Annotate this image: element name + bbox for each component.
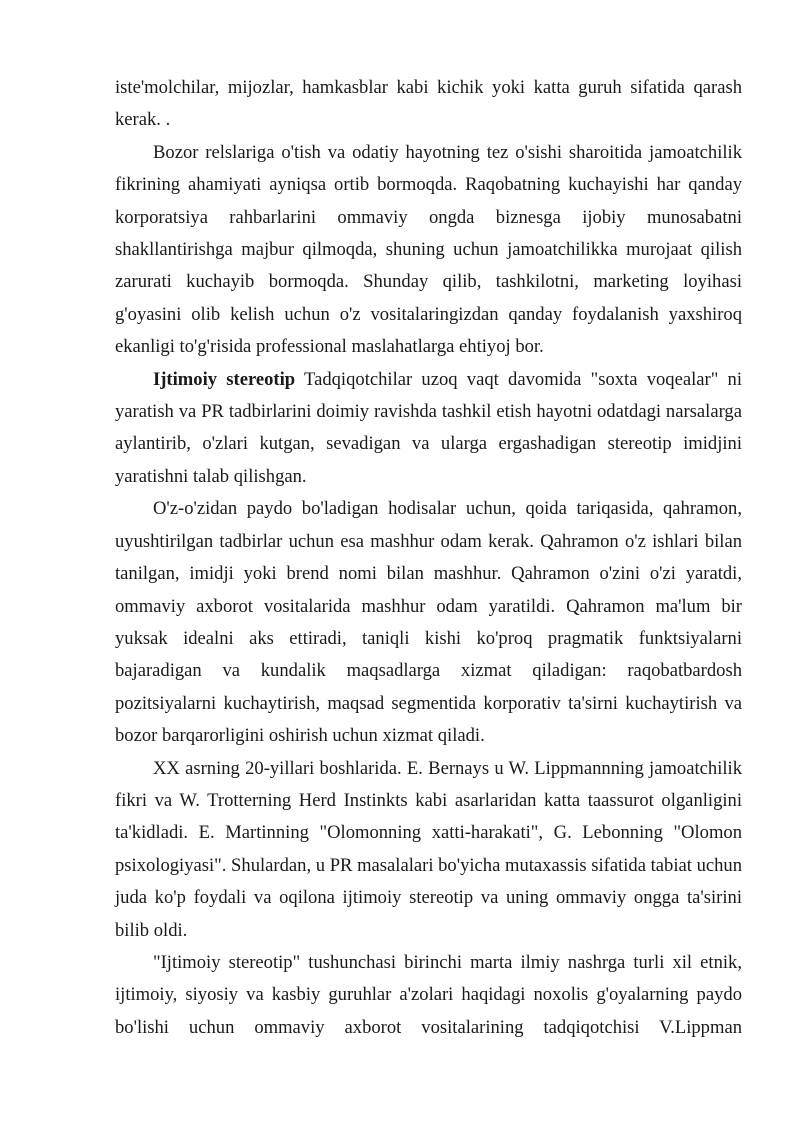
paragraph-3-text: Tadqiqotchilar uzoq vaqt davomida "soxta voqealar" ni yaratish va PR tadbirlarini doimiy ravishda tashkil etish hayotni odatdagi narsalarga aylantirib, o'zlari kutgan, sevadigan va ularga ergashadigan stereotip imidjini yaratishni talab qilishgan. <box>115 368 742 487</box>
document-page <box>115 72 742 1044</box>
paragraph-4 <box>115 493 742 752</box>
paragraph-4-text: O'z-o'zidan paydo bo'ladigan hodisalar uchun, qoida tariqasida, qahramon, uyushtirilgan tadbirlar uchun esa mashhur odam kerak. Qahramon o'z ishlari bilan tanilgan, imidji yoki brend nomi bilan mashhur. Qahramon o'zini o'zi yaratdi, ommaviy axborot vositalarida mashhur odam yaratildi. Qahramon ma'lum bir yuksak idealni aks ettiradi, taniqli kishi ko'proq pragmatik funktsiyalarni bajaradigan va kundalik maqsadlarga xizmat qiladigan: raqobatbardosh pozitsiyalarni kuchaytirish, maqsad segmentida korporativ ta'sirni kuchaytirish va bozor barqarorligini oshirish uchun xizmat qiladi. <box>115 498 742 747</box>
paragraph-6-text: "Ijtimoiy stereotip" tushunchasi birinchi marta ilmiy nashrga turli xil etnik, ijtimoiy, siyosiy va kasbiy guruhlar a'zolari haqidagi noxolis g'oyalarning paydo bo'lishi uchun ommaviy axborot vositalarining tadqiqotchisi V.Lippman <box>115 951 742 1038</box>
paragraph-5 <box>115 753 742 947</box>
paragraph-5-text: XX asrning 20-yillari boshlarida. E. Bernays u W. Lippmannning jamoatchilik fikri va W. Trotterning Herd Instinkts kabi asarlaridan katta taassurot olganligini ta'kidladi. E. Martinning "Olomonning xatti-harakati", G. Lebonning "Olomon psixologiyasi". Shulardan, u PR masalalari bo'yicha mutaxassis sifatida tabiat uchun juda ko'p foydali va oqilona ijtimoiy stereotip va uning ommaviy ongga ta'sirini bilib oldi. <box>115 757 743 941</box>
paragraph-6 <box>115 947 742 1044</box>
paragraph-1-text: iste'molchilar, mijozlar, hamkasblar kabi kichik yoki katta guruh sifatida qarash kerak. . <box>115 77 742 131</box>
paragraph-3-heading: Ijtimoiy stereotip <box>153 368 296 390</box>
paragraph-2 <box>115 137 742 364</box>
paragraph-3 <box>115 364 742 494</box>
paragraph-2-text: Bozor relslariga o'tish va odatiy hayotning tez o'sishi sharoitida jamoatchilik fikrining ahamiyati ayniqsa ortib bormoqda. Raqobatning kuchayishi har qanday korporatsiya rahbarlarini ommaviy ongda biznesga ijobiy munosabatni shakllantirishga majbur qilmoqda, shuning uchun jamoatchilikka murojaat qilish zarurati kuchayib bormoqda. Shunday qilib, tashkilotni, marketing loyihasi g'oyasini olib kelish uchun o'z vositalaringizdan qanday foydalanish yaxshiroq ekanligi to'g'risida professional maslahatlarga ehtiyoj bor. <box>115 141 742 358</box>
paragraph-1 <box>115 72 742 137</box>
